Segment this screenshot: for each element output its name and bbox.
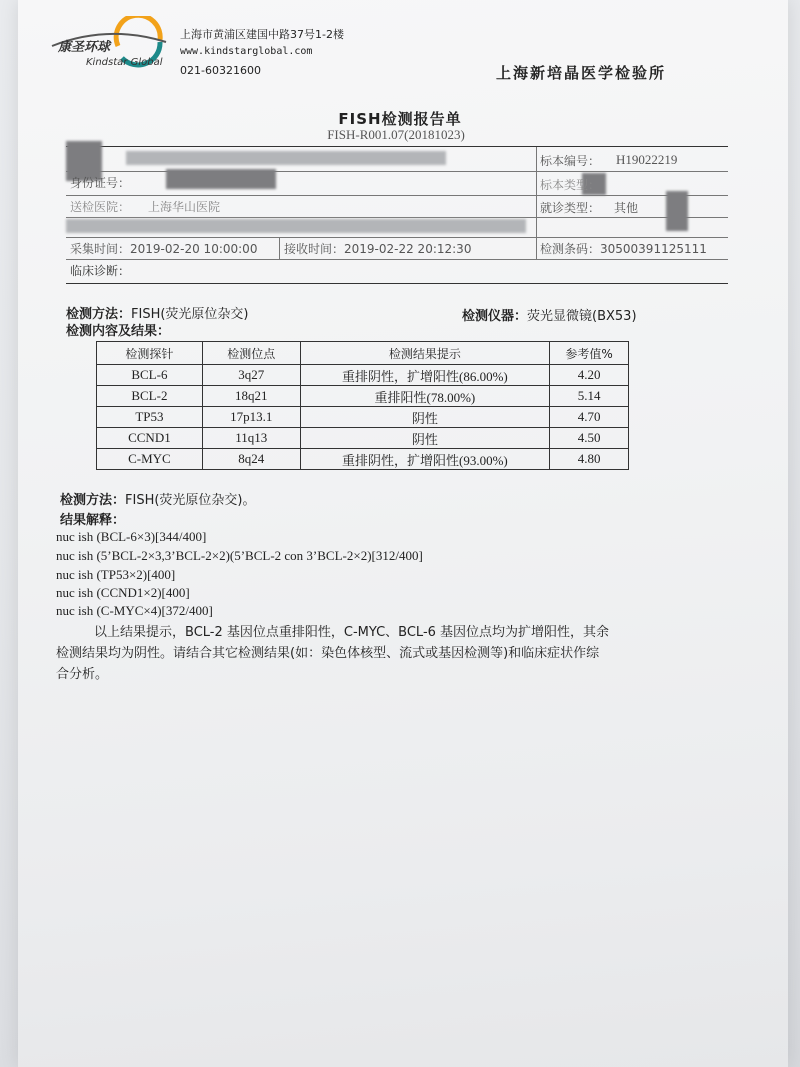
barcode: 检测条码：30500391125111 [540,242,707,256]
form-code: FISH-R001.07(20181023) [327,127,465,142]
results-table [96,341,629,470]
ref-cell: 4.20 [550,365,629,386]
sample-type-label: 标本类型： [540,178,601,192]
logo-text-en: Kindstar Global [86,57,163,68]
interp-method-value: FISH(荧光原位杂交)。 [125,493,256,508]
diagnosis-label: 临床诊断： [70,264,131,278]
probe-cell: BCL-6 [97,365,203,386]
ref-cell: 4.70 [550,407,629,428]
result-cell: 重排阴性，扩增阳性(93.00%) [300,449,549,470]
locus-cell: 8q24 [202,449,300,470]
hospital-label: 送检医院： [70,200,131,214]
method-value: FISH(荧光原位杂交) [131,307,249,322]
id-label: 身份证号： [70,176,131,190]
method-label: 检测方法： [66,307,132,322]
institute-name: 上海新培晶医学检验所 [496,64,667,82]
sample-no-label: 标本编号： [540,154,601,168]
interp-method-label: 检测方法： [60,493,126,508]
ref-cell: 4.80 [550,449,629,470]
website: www.kindstarglobal.com [180,46,313,57]
locus-cell: 3q27 [202,365,300,386]
table-row [97,428,629,449]
redacted-id [166,169,276,189]
summary-line-1: 以上结果提示，BCL-2 基因位点重排阳性，C-MYC、BCL-6 基因位点均为扩增阳性，其余 [94,625,610,640]
locus-cell: 17p13.1 [202,407,300,428]
report-title: FISH检测报告单 [338,110,462,128]
probe-cell: TP53 [97,407,203,428]
instrument-label: 检测仪器： [462,309,528,324]
interp-heading: 结果解释： [60,513,126,528]
karyotype-line: nuc ish (TP53×2)[400] [56,567,176,582]
ref-cell: 5.14 [550,386,629,407]
visit-type-label: 就诊类型： [540,201,601,215]
address: 上海市黄浦区建国中路37号1-2楼 [180,28,344,41]
header-probe: 检测探针 [97,342,203,365]
patient-info-box [66,146,728,284]
table-row [97,365,629,386]
karyotype-line: nuc ish (C-MYC×4)[372/400] [56,603,213,618]
logo-text-cn: 康圣环球 [58,40,111,55]
table-row [97,407,629,428]
result-cell: 重排阳性(78.00%) [300,386,549,407]
collect-time: 采集时间：2019-02-20 10:00:00 [70,242,258,256]
probe-cell: CCND1 [97,428,203,449]
table-row [97,386,629,407]
phone: 021-60321600 [180,64,261,77]
result-cell: 阴性 [300,428,549,449]
hospital-value: 上海华山医院 [148,200,221,214]
summary-line-2: 检测结果均为阴性。请结合其它检测结果(如：染色体核型、流式或基因检测等)和临床症状作综 [56,646,600,661]
table-header-row [97,342,629,365]
karyotype-line: nuc ish (BCL-6×3)[344/400] [56,529,207,544]
instrument-line [462,305,637,324]
header-locus: 检测位点 [202,342,300,365]
probe-cell: BCL-2 [97,386,203,407]
karyotype-line: nuc ish (5’BCL-2×3,3’BCL-2×2)(5’BCL-2 con 3’BCL-2×2)[312/400] [56,548,423,563]
result-cell: 阴性 [300,407,549,428]
sample-no-value: H19022219 [616,152,678,167]
header-ref: 参考值% [550,342,629,365]
content-heading: 检测内容及结果： [66,324,171,339]
locus-cell: 18q21 [202,386,300,407]
locus-cell: 11q13 [202,428,300,449]
redacted-visit [666,191,688,231]
interp-method-line [60,489,256,508]
receive-time: 接收时间：2019-02-22 20:12:30 [284,242,472,256]
summary-line-3: 合分析。 [56,667,109,682]
ref-cell: 4.50 [550,428,629,449]
karyotype-line: nuc ish (CCND1×2)[400] [56,585,190,600]
result-cell: 重排阴性，扩增阳性(86.00%) [300,365,549,386]
redacted-field [126,151,446,165]
header-result: 检测结果提示 [300,342,549,365]
instrument-value: 荧光显微镜(BX53) [527,309,637,324]
redacted-row [66,219,526,233]
visit-type-value: 其他 [614,201,639,215]
table-row [97,449,629,470]
probe-cell: C-MYC [97,449,203,470]
